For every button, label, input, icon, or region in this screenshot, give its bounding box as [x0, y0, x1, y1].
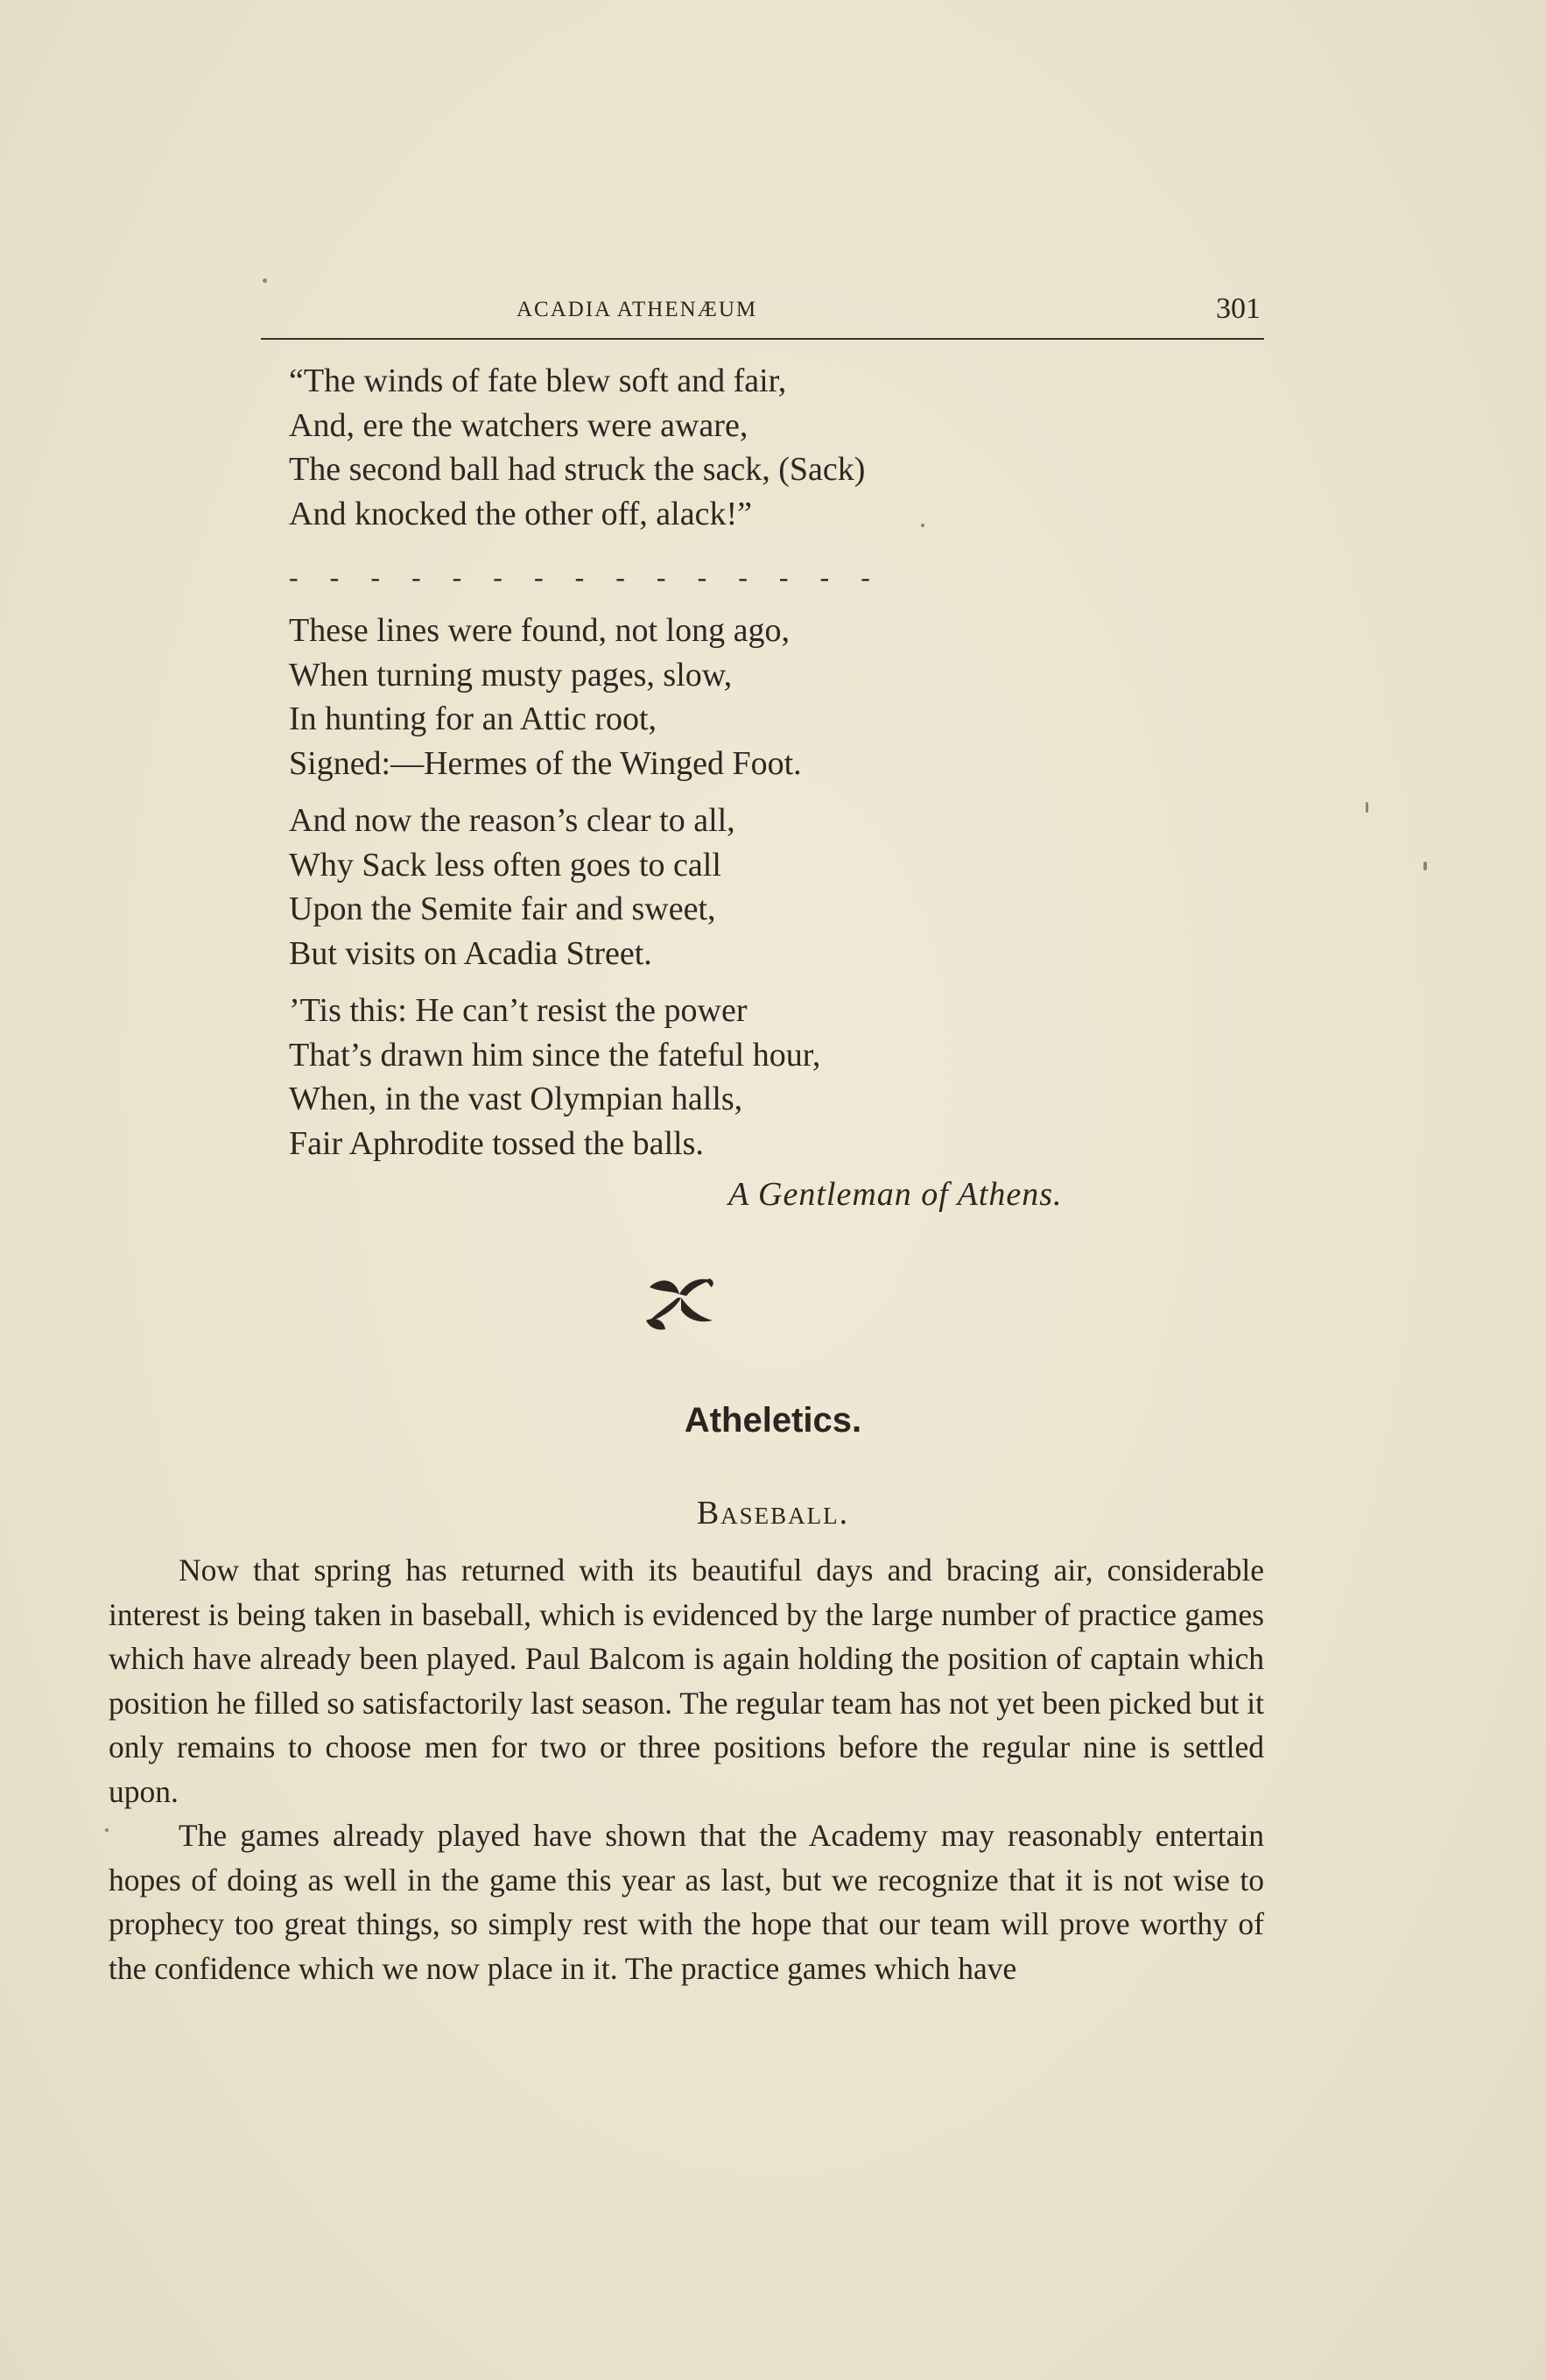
- paper-speck: [105, 1828, 109, 1832]
- poem-stanza-4: [289, 989, 1164, 1165]
- header-rule: [261, 338, 1264, 340]
- poem-line: When turning musty pages, slow,: [289, 656, 733, 694]
- page-header: [261, 292, 1262, 336]
- poem-line: “The winds of fate blew soft and fair,: [289, 363, 787, 399]
- poem-line: But visits on Acadia Street.: [289, 934, 652, 972]
- article-paragraph: Now that spring has returned with its beautiful days and bracing air, considerable interest is being taken in baseball, which is evidenced by the large number of practice games which have already been played. Paul Balcom is again holding the position of captain which position he filled so satisfactorily last season. The regular team has not yet been picked but it only remains to choose men for two or three positions before the regular nine is settled upon.: [109, 1553, 1264, 1809]
- paper-speck: [263, 278, 267, 283]
- poem-line: The second ball had struck the sack, (Sack): [289, 451, 866, 488]
- poem-line: When, in the vast Olympian halls,: [289, 1081, 743, 1117]
- poem-line: And now the reason’s clear to all,: [289, 802, 735, 839]
- paper-speck: [1423, 862, 1427, 870]
- section-title: Atheletics.: [684, 1401, 862, 1440]
- poem-line: In hunting for an Attic root,: [289, 701, 657, 737]
- fleuron-icon: [641, 1271, 720, 1341]
- poem: [289, 359, 1164, 1179]
- poem-line: Why Sack less often goes to call: [289, 846, 721, 884]
- page-number: 301: [1216, 292, 1261, 325]
- article-paragraph: The games already played have shown that the Academy may reasonably entertain hopes of doing as well in the game this year as last, but we recognize that it is not wise to prophecy too great things, so simply rest with the hope that our team will prove worthy of the confidence which we now place in it. The practice games which have: [109, 1818, 1264, 1986]
- dashed-separator: - - - - - - - - - - - - - - -: [289, 561, 882, 593]
- poem-line: Upon the Semite fair and sweet,: [289, 891, 716, 927]
- running-head: ACADIA ATHENÆUM: [517, 298, 758, 321]
- paper-speck: [1366, 802, 1368, 813]
- article-body: [109, 1548, 1264, 1990]
- poem-line: Fair Aphrodite tossed the balls.: [289, 1124, 704, 1162]
- poem-signature: A Gentleman of Athens.: [728, 1176, 1063, 1213]
- poem-line: Signed:—Hermes of the Winged Foot.: [289, 744, 802, 782]
- section-subtitle: Baseball.: [696, 1495, 850, 1532]
- poem-stanza-1: [289, 359, 1164, 536]
- poem-line: That’s drawn him since the fateful hour,: [289, 1036, 821, 1074]
- poem-line: And, ere the watchers were aware,: [289, 406, 748, 444]
- poem-stanza-3: [289, 799, 1164, 975]
- poem-stanza-2: [289, 609, 1164, 785]
- paper-speck: [921, 524, 924, 527]
- poem-line: ’Tis this: He can’t resist the power: [289, 992, 748, 1029]
- poem-line: These lines were found, not long ago,: [289, 612, 790, 649]
- poem-line: And knocked the other off, alack!”: [289, 495, 752, 532]
